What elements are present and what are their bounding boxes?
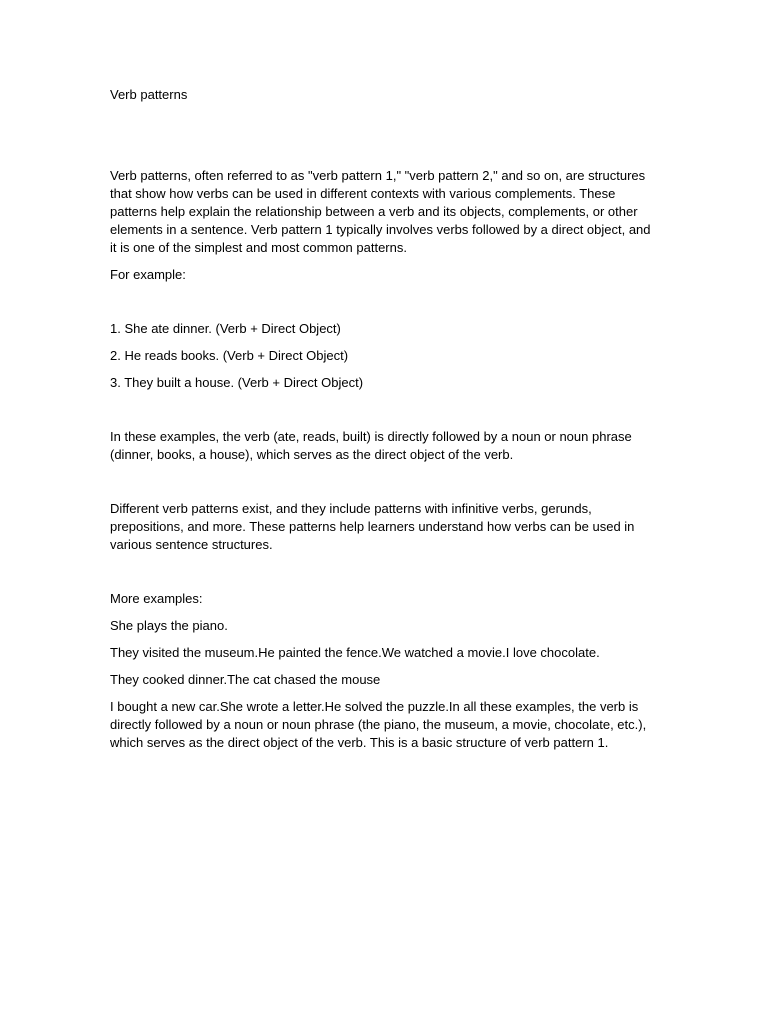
- document-body: [110, 86, 658, 752]
- more-examples-label: More examples:: [110, 591, 203, 606]
- for-example-label: For example:: [110, 267, 186, 282]
- more-example-1: She plays the piano.: [110, 618, 228, 633]
- more-example-2: They visited the museum.He painted the fence.We watched a movie.I love chocolate.: [110, 645, 600, 660]
- intro-paragraph: Verb patterns, often referred to as "verb pattern 1," "verb pattern 2," and so on, are structures that show how verbs can be used in different contexts with various complements. These patterns help explain the relationship between a verb and its objects, complements, or other elements in a sentence. Verb pattern 1 typically involves verbs followed by a direct object, and it is one of the simplest and most common patterns.: [110, 168, 651, 255]
- example-item-3: 3. They built a house. (Verb + Direct Object): [110, 375, 364, 390]
- more-example-3: They cooked dinner.The cat chased the mouse: [110, 672, 381, 687]
- more-example-4: I bought a new car.She wrote a letter.He solved the puzzle.In all these examples, the verb is directly followed by a noun or noun phrase (the piano, the museum, a movie, chocolate, etc.), which serves as the direct object of the verb. This is a basic structure of verb pattern 1.: [110, 699, 647, 750]
- different-patterns-paragraph: Different verb patterns exist, and they include patterns with infinitive verbs, gerunds, prepositions, and more. These patterns help learners understand how verbs can be used in various sentence structures.: [110, 501, 635, 552]
- explanation-paragraph: In these examples, the verb (ate, reads, built) is directly followed by a noun or noun phrase (dinner, books, a house), which serves as the direct object of the verb.: [110, 429, 632, 462]
- document-title: Verb patterns: [110, 87, 188, 102]
- example-item-1: 1. She ate dinner. (Verb + Direct Object): [110, 321, 341, 336]
- example-item-2: 2. He reads books. (Verb + Direct Object): [110, 348, 349, 363]
